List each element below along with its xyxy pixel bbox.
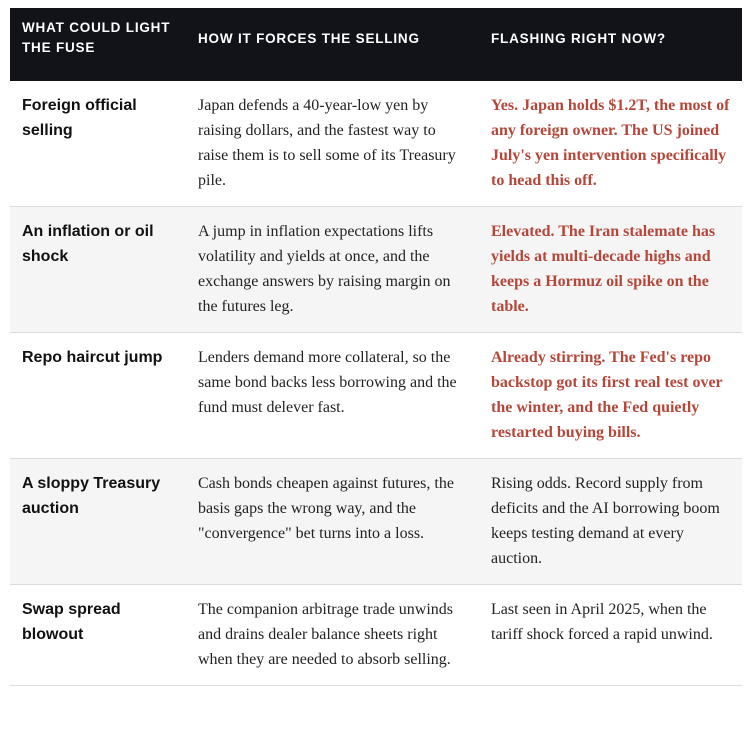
table-body (10, 81, 742, 686)
table-row (10, 459, 742, 585)
header-status: FLASHING RIGHT NOW? (479, 8, 742, 81)
mechanism-cell: A jump in inflation expectations lifts volatility and yields at once, and the exchange answers by raising margin on the futures leg. (186, 207, 479, 333)
status-cell: Rising odds. Record supply from deficits and the AI borrowing boom keeps testing demand at every auction. (479, 459, 742, 585)
status-cell: Elevated. The Iran stalemate has yields at multi-decade highs and keeps a Hormuz oil spike on the table. (479, 207, 742, 333)
mechanism-cell: The companion arbitrage trade unwinds and drains dealer balance sheets right when they are needed to absorb selling. (186, 585, 479, 686)
trigger-cell: Foreign official selling (10, 81, 186, 207)
trigger-cell: A sloppy Treasury auction (10, 459, 186, 585)
table-row (10, 585, 742, 686)
risk-table (10, 8, 742, 686)
table-row (10, 333, 742, 459)
header-mechanism: HOW IT FORCES THE SELLING (186, 8, 479, 81)
trigger-cell: An inflation or oil shock (10, 207, 186, 333)
status-cell: Yes. Japan holds $1.2T, the most of any foreign owner. The US joined July's yen intervention specifically to head this off. (479, 81, 742, 207)
table-row (10, 81, 742, 207)
status-cell: Last seen in April 2025, when the tariff shock forced a rapid unwind. (479, 585, 742, 686)
status-cell: Already stirring. The Fed's repo backstop got its first real test over the winter, and the Fed quietly restarted buying bills. (479, 333, 742, 459)
header-trigger: WHAT COULD LIGHT THE FUSE (10, 8, 186, 81)
header-row (10, 8, 742, 81)
risk-table-container (10, 8, 742, 686)
trigger-cell: Repo haircut jump (10, 333, 186, 459)
mechanism-cell: Cash bonds cheapen against futures, the basis gaps the wrong way, and the "convergence" bet turns into a loss. (186, 459, 479, 585)
table-header (10, 8, 742, 81)
mechanism-cell: Japan defends a 40-year-low yen by raising dollars, and the fastest way to raise them is to sell some of its Treasury pile. (186, 81, 479, 207)
trigger-cell: Swap spread blowout (10, 585, 186, 686)
table-row (10, 207, 742, 333)
mechanism-cell: Lenders demand more collateral, so the same bond backs less borrowing and the fund must delever fast. (186, 333, 479, 459)
